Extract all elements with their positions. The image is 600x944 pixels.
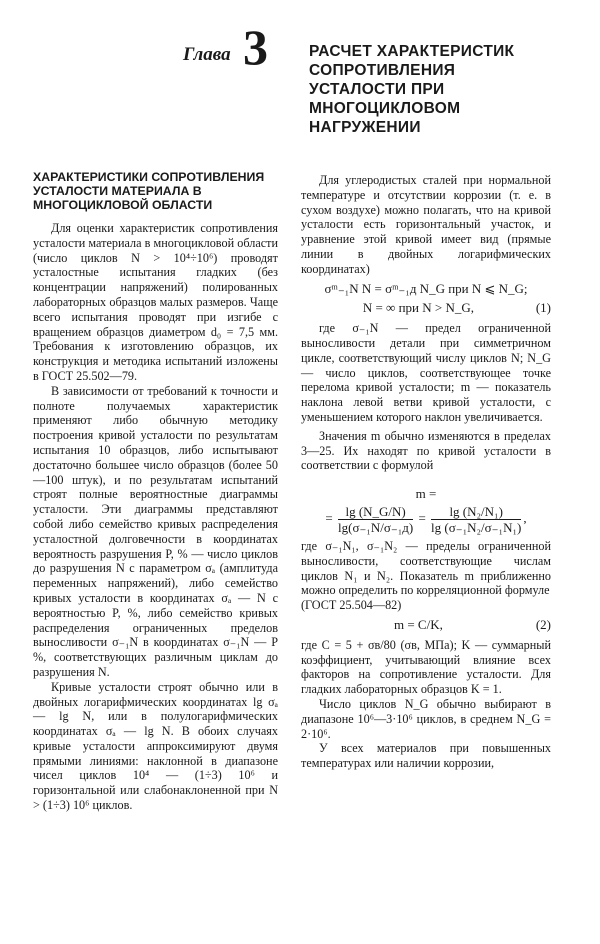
equation-m: = $\frac{\lg (N\_G/N)}{\text{lg(σ₋₁N/σ₋₁д)}}$ = $\frac{\text{lg (N₂/N₁)}}{\text{lg (σ₋₁N₂/σ₋₁N₁)}}$ , (325, 503, 527, 535)
chapter-label: Глава (183, 44, 231, 65)
paragraph: Кривые усталости строят обычно или в двойных логарифмических координатах lg σₐ — lg N, или в полулогарифмических координатах σₐ — lg N. В обоих случаях кривые усталости аппроксимируют двумя прямыми линиями: наклонной в диапазоне чисел циклов 10⁴ — (1÷3) 10⁶ и горизонтальной или слабонаклоненной при N > (1÷3) 10⁶ циклов. (33, 679, 278, 813)
paragraph: В зависимости от требований к точности и полноте получаемых характеристик применяют либо обычную методику построения кривой усталости по результатам испытания 10 образцов, либо испытывают достаточно большее число образцов (более 50—100 штук), и по результатам испытаний строят полные вероятностные диаграммы усталости. Эти диаграммы представляют собой либо семейство кривых распределения усталостной долговечности в координатах вероятность разрушения P, % — число циклов до разрушения N с параметром σₐ (амплитуда переменных напряжений), либо семейство кривых усталости в координатах σₐ — N с вероятностью P, %, либо семейство кривых распределения ограниченных пределов выносливости σ₋₁N в координатах σ₋₁N — P %, соответствующих различным циклам до разрушения N. (33, 383, 278, 679)
fraction: $\frac{\lg (N\_G/N)}{\text{lg(σ₋₁N/σ₋₁д)}}$ (338, 503, 414, 535)
paragraph: где C = 5 + σв/80 (σв, МПа); K — суммарный коэффициент, учитывающий влияние всех факторов на сопротивление усталости. Для гладких лабораторных образцов K = 1. (301, 637, 551, 697)
equation-number: (1) (535, 300, 551, 316)
equation-1b: N = ∞ при N > N_G, (1) (362, 300, 551, 316)
right-column (301, 173, 551, 771)
equation-1a: σᵐ₋₁N N = σᵐ₋₁д N_G при N ⩽ N_G; (324, 280, 528, 296)
paragraph: Для углеродистых сталей при нормальной температуре и отсутствии коррозии (т. е. в сухом воздухе) можно полагать, что на кривой усталости есть горизонтальный участок, и уравнение этой кривой имеет вид (прямые линии в двойных логарифмических координатах) (301, 173, 551, 276)
fraction: $\frac{\text{lg (N₂/N₁)}}{\text{lg (σ₋₁N₂/σ₋₁N₁)}}$ (431, 503, 522, 535)
left-column (33, 170, 278, 813)
paragraph: Для оценки характеристик сопротивления усталости материала в многоцикловой области (число циклов N > 10⁴÷10⁶) проводят усталостные испытания гладких (без концентрации напряжений) полированных лабораторных образцов малых размеров. Чаще всего испытания проводят при изгибе с вращением образцов диаметром d₀ = 7,5 мм. Требования к изготовлению образцов, их конструкция и методика испытаний изложены в ГОСТ 25.502—79. (33, 221, 278, 383)
section-heading: ХАРАКТЕРИСТИКИ СОПРОТИВЛЕНИЯ УСТАЛОСТИ МАТЕРИАЛА В МНОГОЦИКЛОВОЙ ОБЛАСТИ (33, 170, 265, 212)
paragraph: У всех материалов при повышенных температурах или наличии коррозии, (301, 741, 551, 771)
equation-2: m = C/K, (2) (393, 616, 551, 632)
paragraph: где σ₋₁N — предел ограниченной выносливости детали при симметричном цикле, соответствующий числу циклов N; N_G — число циклов, соответствующее точке перелома кривой усталости; m — показатель наклона левой ветви кривой усталости, с уменьшением которого наклон увеличивается. (301, 321, 551, 424)
paragraph: Число циклов N_G обычно выбирают в диапазоне 10⁶—3·10⁶ циклов, в среднем N_G = 2·10⁶. (301, 696, 551, 741)
paragraph: где σ₋₁N₁, σ₋₁N₂ — пределы ограниченной выносливости, соответствующие числам циклов N₁ и N₂. Показатель m приближенно можно определить по корреляционной формуле (301, 538, 551, 598)
equation-number: (2) (535, 616, 551, 632)
equation-m-label: m = (415, 486, 437, 502)
chapter-number: 3 (243, 19, 268, 75)
chapter-title: РАСЧЕТ ХАРАКТЕРИСТИК СОПРОТИВЛЕНИЯ УСТАЛОСТИ ПРИ МНОГОЦИКЛОВОМ НАГРУЖЕНИИ (309, 43, 515, 136)
reference: (ГОСТ 25.504—82) (301, 598, 402, 613)
paragraph: Значения m обычно изменяются в пределах 3—25. Их находят по кривой усталости в соответствии с формулой (301, 428, 551, 473)
